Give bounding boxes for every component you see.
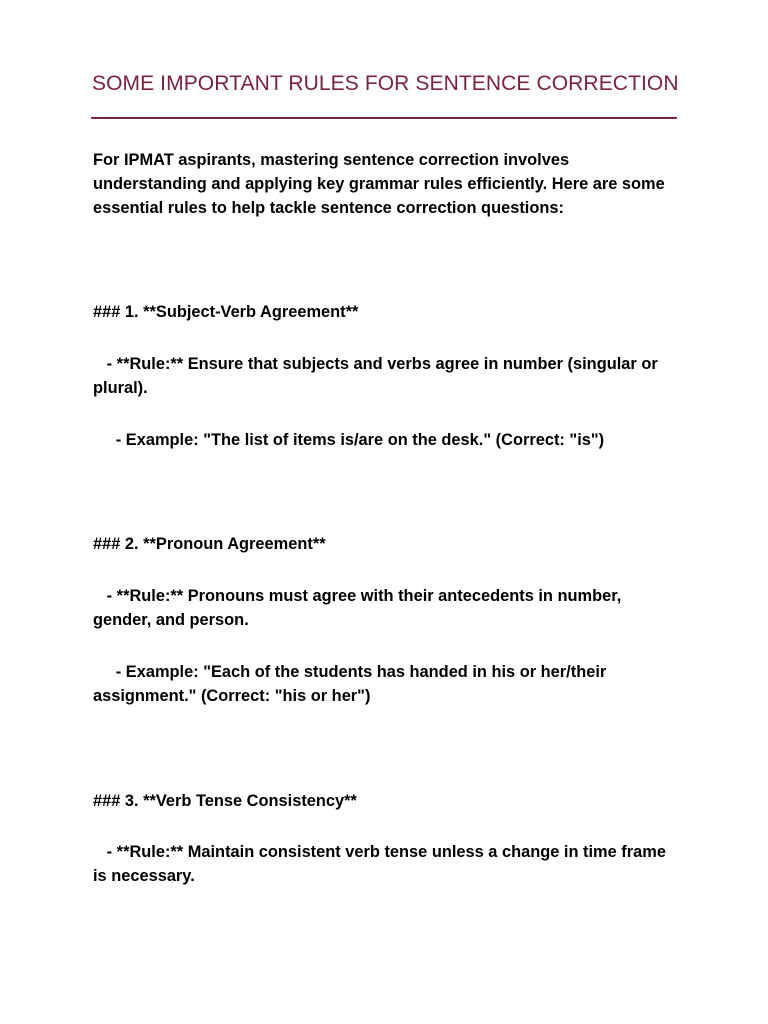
- intro-paragraph: For IPMAT aspirants, mastering sentence correction involves understanding and applying key grammar rules efficiently. Here are some essential rules to help tackle sentence correction questions:: [93, 151, 670, 217]
- section-2-rule: - **Rule:** Pronouns must agree with their antecedents in number, gender, and person.: [93, 587, 626, 629]
- section-1-rule: - **Rule:** Ensure that subjects and verbs agree in number (singular or plural).: [93, 355, 663, 397]
- section-3-rule: - **Rule:** Maintain consistent verb tense unless a change in time frame is necessary.: [93, 843, 671, 885]
- section-1-heading: ### 1. **Subject-Verb Agreement**: [93, 303, 359, 321]
- title-underline-rule: [91, 117, 677, 119]
- document-title: SOME IMPORTANT RULES FOR SENTENCE CORRECTION: [92, 72, 679, 95]
- section-1-example: - Example: "The list of items is/are on the desk." (Correct: "is"): [93, 431, 605, 449]
- section-3-heading: ### 3. **Verb Tense Consistency**: [93, 792, 357, 810]
- section-2-example: - Example: "Each of the students has handed in his or her/their assignment." (Correct: "his or her"): [93, 663, 611, 705]
- section-2-heading: ### 2. **Pronoun Agreement**: [93, 535, 326, 553]
